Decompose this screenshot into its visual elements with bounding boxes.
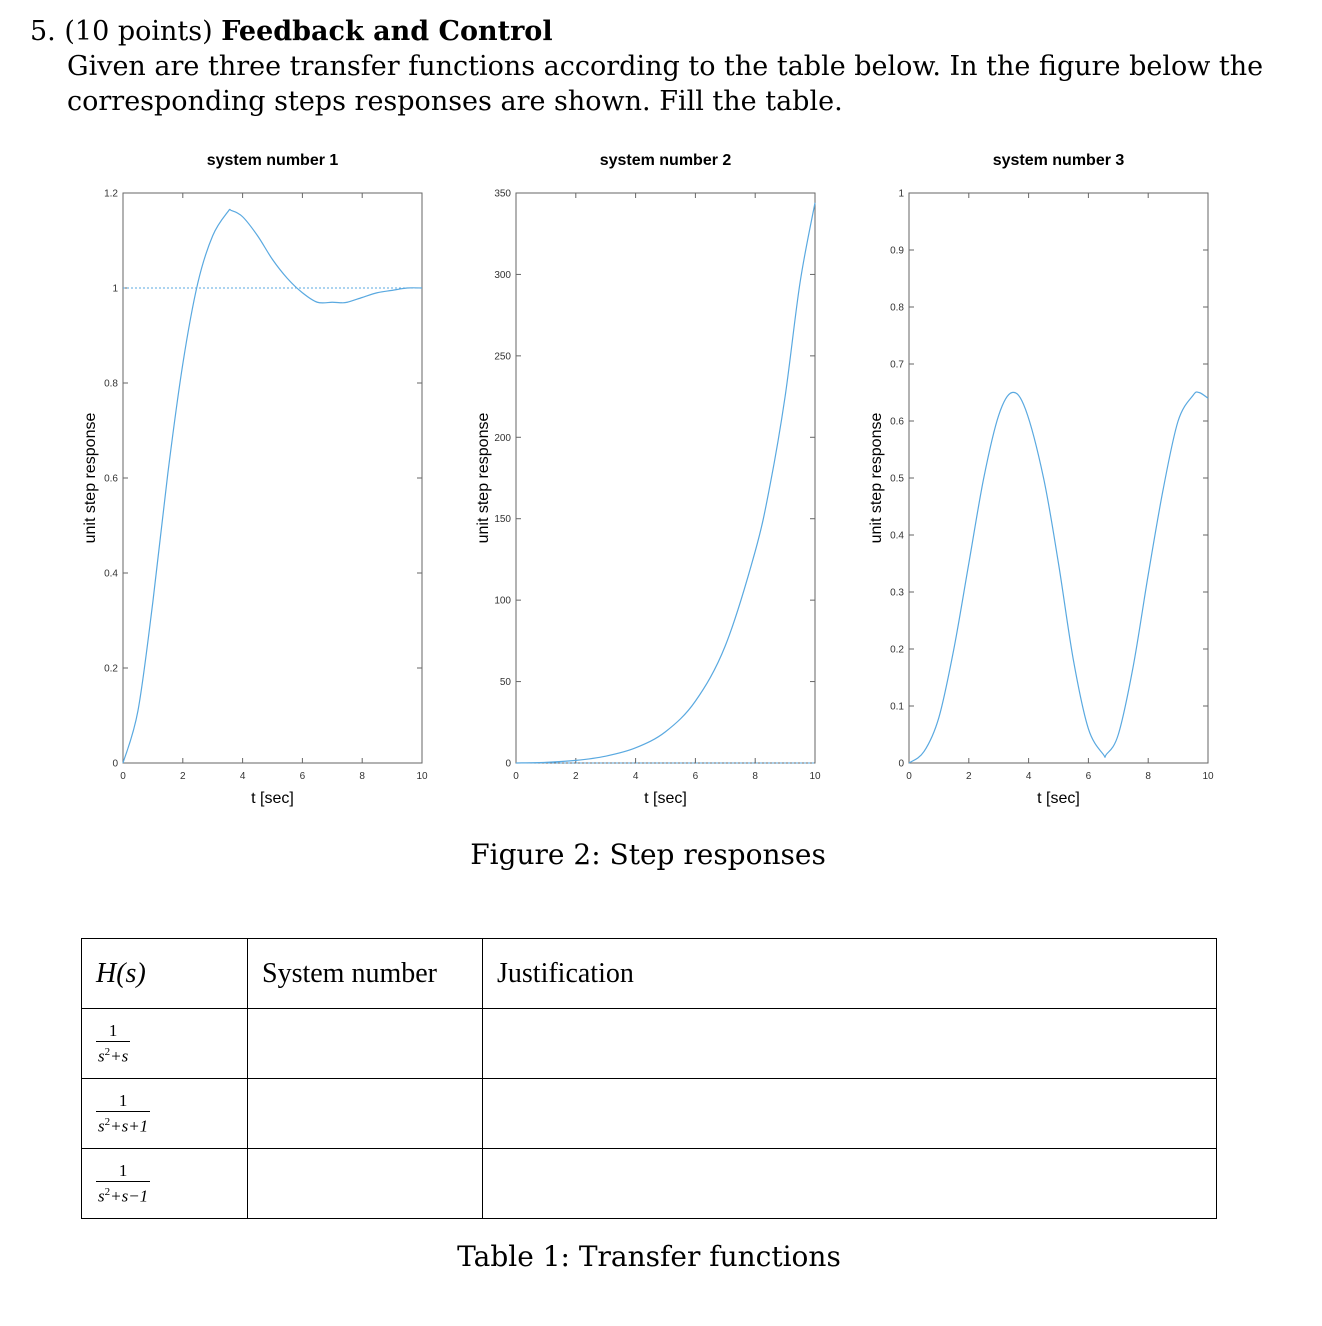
denominator-3: $s^2+s-1$ — [96, 1181, 150, 1207]
y-tick-label: 0.8 — [890, 302, 904, 314]
y-tick-label: 0.4 — [104, 568, 118, 580]
question-block — [30, 14, 1300, 119]
table-header-row — [82, 939, 1217, 1009]
fraction-2: $\frac{1}{s^2+s+1}$ — [98, 1090, 149, 1136]
x-tick-label: 10 — [809, 771, 821, 782]
x-tick-label: 10 — [416, 771, 428, 782]
plot-title: system number 2 — [599, 152, 732, 169]
y-tick-label: 0.4 — [890, 530, 904, 542]
x-axis-label: t [sec] — [1037, 790, 1080, 807]
step-response-line — [516, 203, 815, 763]
question-heading — [30, 14, 1300, 49]
x-tick-label: 6 — [299, 771, 306, 782]
y-tick-label: 0.1 — [890, 701, 904, 713]
y-tick-label: 0 — [898, 758, 904, 770]
transfer-function-cell — [82, 1079, 248, 1149]
x-tick-label: 2 — [966, 771, 972, 782]
transfer-function-table — [81, 938, 1217, 1219]
denominator-2: $s^2+s+1$ — [96, 1111, 150, 1137]
x-axis-label: t [sec] — [251, 790, 294, 807]
y-tick-label: 0.2 — [104, 663, 118, 675]
transfer-function-cell — [82, 1149, 248, 1219]
y-axis-label: unit step response — [868, 412, 885, 544]
table-caption: Table 1: Transfer functions — [457, 1240, 841, 1273]
table-row — [82, 1009, 1217, 1079]
step-response-line — [909, 392, 1208, 763]
x-tick-label: 8 — [1145, 771, 1151, 782]
figure-caption: Figure 2: Step responses — [470, 838, 826, 871]
x-tick-label: 6 — [1085, 771, 1092, 782]
transfer-function-cell — [82, 1009, 248, 1079]
justification-cell[interactable] — [483, 1079, 1217, 1149]
x-tick-label: 10 — [1202, 771, 1214, 782]
x-tick-label: 2 — [180, 771, 186, 782]
question-points: (10 points) — [64, 16, 213, 47]
x-axis-label: t [sec] — [644, 790, 687, 807]
y-tick-label: 0 — [112, 758, 118, 770]
system-number-cell[interactable] — [248, 1009, 483, 1079]
x-tick-label: 0 — [906, 771, 912, 782]
y-axis-label: unit step response — [82, 412, 99, 544]
y-tick-label: 300 — [494, 269, 511, 281]
y-tick-label: 0.8 — [104, 378, 118, 390]
y-tick-label: 0.5 — [890, 473, 904, 485]
y-tick-label: 1.2 — [104, 188, 118, 200]
plot-frame — [909, 193, 1208, 763]
system-number-cell[interactable] — [248, 1149, 483, 1219]
chart-system-2 — [463, 140, 843, 820]
plot-title: system number 3 — [992, 152, 1125, 169]
x-tick-label: 8 — [752, 771, 758, 782]
x-tick-label: 4 — [632, 771, 639, 782]
x-tick-label: 4 — [1025, 771, 1032, 782]
plot-title: system number 1 — [206, 152, 339, 169]
plot-frame — [516, 193, 815, 763]
y-tick-label: 350 — [494, 188, 511, 200]
y-tick-label: 150 — [494, 514, 511, 526]
table-row — [82, 1079, 1217, 1149]
y-tick-label: 50 — [499, 677, 511, 689]
y-tick-label: 0.3 — [890, 587, 904, 599]
y-tick-label: 0.2 — [890, 644, 904, 656]
x-tick-label: 8 — [359, 771, 365, 782]
justification-cell[interactable] — [483, 1149, 1217, 1219]
y-tick-label: 0.6 — [104, 473, 118, 485]
question-body: Given are three transfer functions according to the table below. In the figure below the corresponding steps responses are shown. Fill the table. — [67, 51, 1264, 117]
x-tick-label: 0 — [513, 771, 519, 782]
chart-system-3 — [856, 140, 1236, 820]
y-tick-label: 0.7 — [890, 359, 904, 371]
justification-cell[interactable] — [483, 1009, 1217, 1079]
question-number: 5. — [30, 16, 56, 47]
chart-svg-2 — [463, 140, 843, 820]
y-tick-label: 250 — [494, 351, 511, 363]
y-tick-label: 100 — [494, 595, 511, 607]
x-tick-label: 0 — [120, 771, 126, 782]
header-hs: H(s) — [82, 939, 248, 1009]
chart-svg-3 — [856, 140, 1236, 820]
system-number-cell[interactable] — [248, 1079, 483, 1149]
denominator-1: $s^2+s$ — [96, 1041, 130, 1067]
x-tick-label: 6 — [692, 771, 699, 782]
y-tick-label: 0 — [505, 758, 511, 770]
x-tick-label: 4 — [239, 771, 246, 782]
step-response-line — [123, 209, 422, 763]
y-tick-label: 0.9 — [890, 245, 904, 257]
x-tick-label: 2 — [573, 771, 579, 782]
y-tick-label: 200 — [494, 432, 511, 444]
fraction-3: $\frac{1}{s^2+s-1}$ — [98, 1160, 149, 1206]
table-row — [82, 1149, 1217, 1219]
y-tick-label: 0.6 — [890, 416, 904, 428]
question-title: Feedback and Control — [221, 16, 553, 47]
chart-svg-1 — [70, 140, 450, 820]
header-justification: Justification — [483, 939, 1217, 1009]
y-tick-label: 1 — [112, 283, 118, 295]
y-tick-label: 1 — [898, 188, 904, 200]
header-system-number: System number — [248, 939, 483, 1009]
fraction-1: $\frac{1}{s^2+s}$ — [98, 1020, 129, 1066]
y-axis-label: unit step response — [475, 412, 492, 544]
chart-system-1 — [70, 140, 450, 820]
